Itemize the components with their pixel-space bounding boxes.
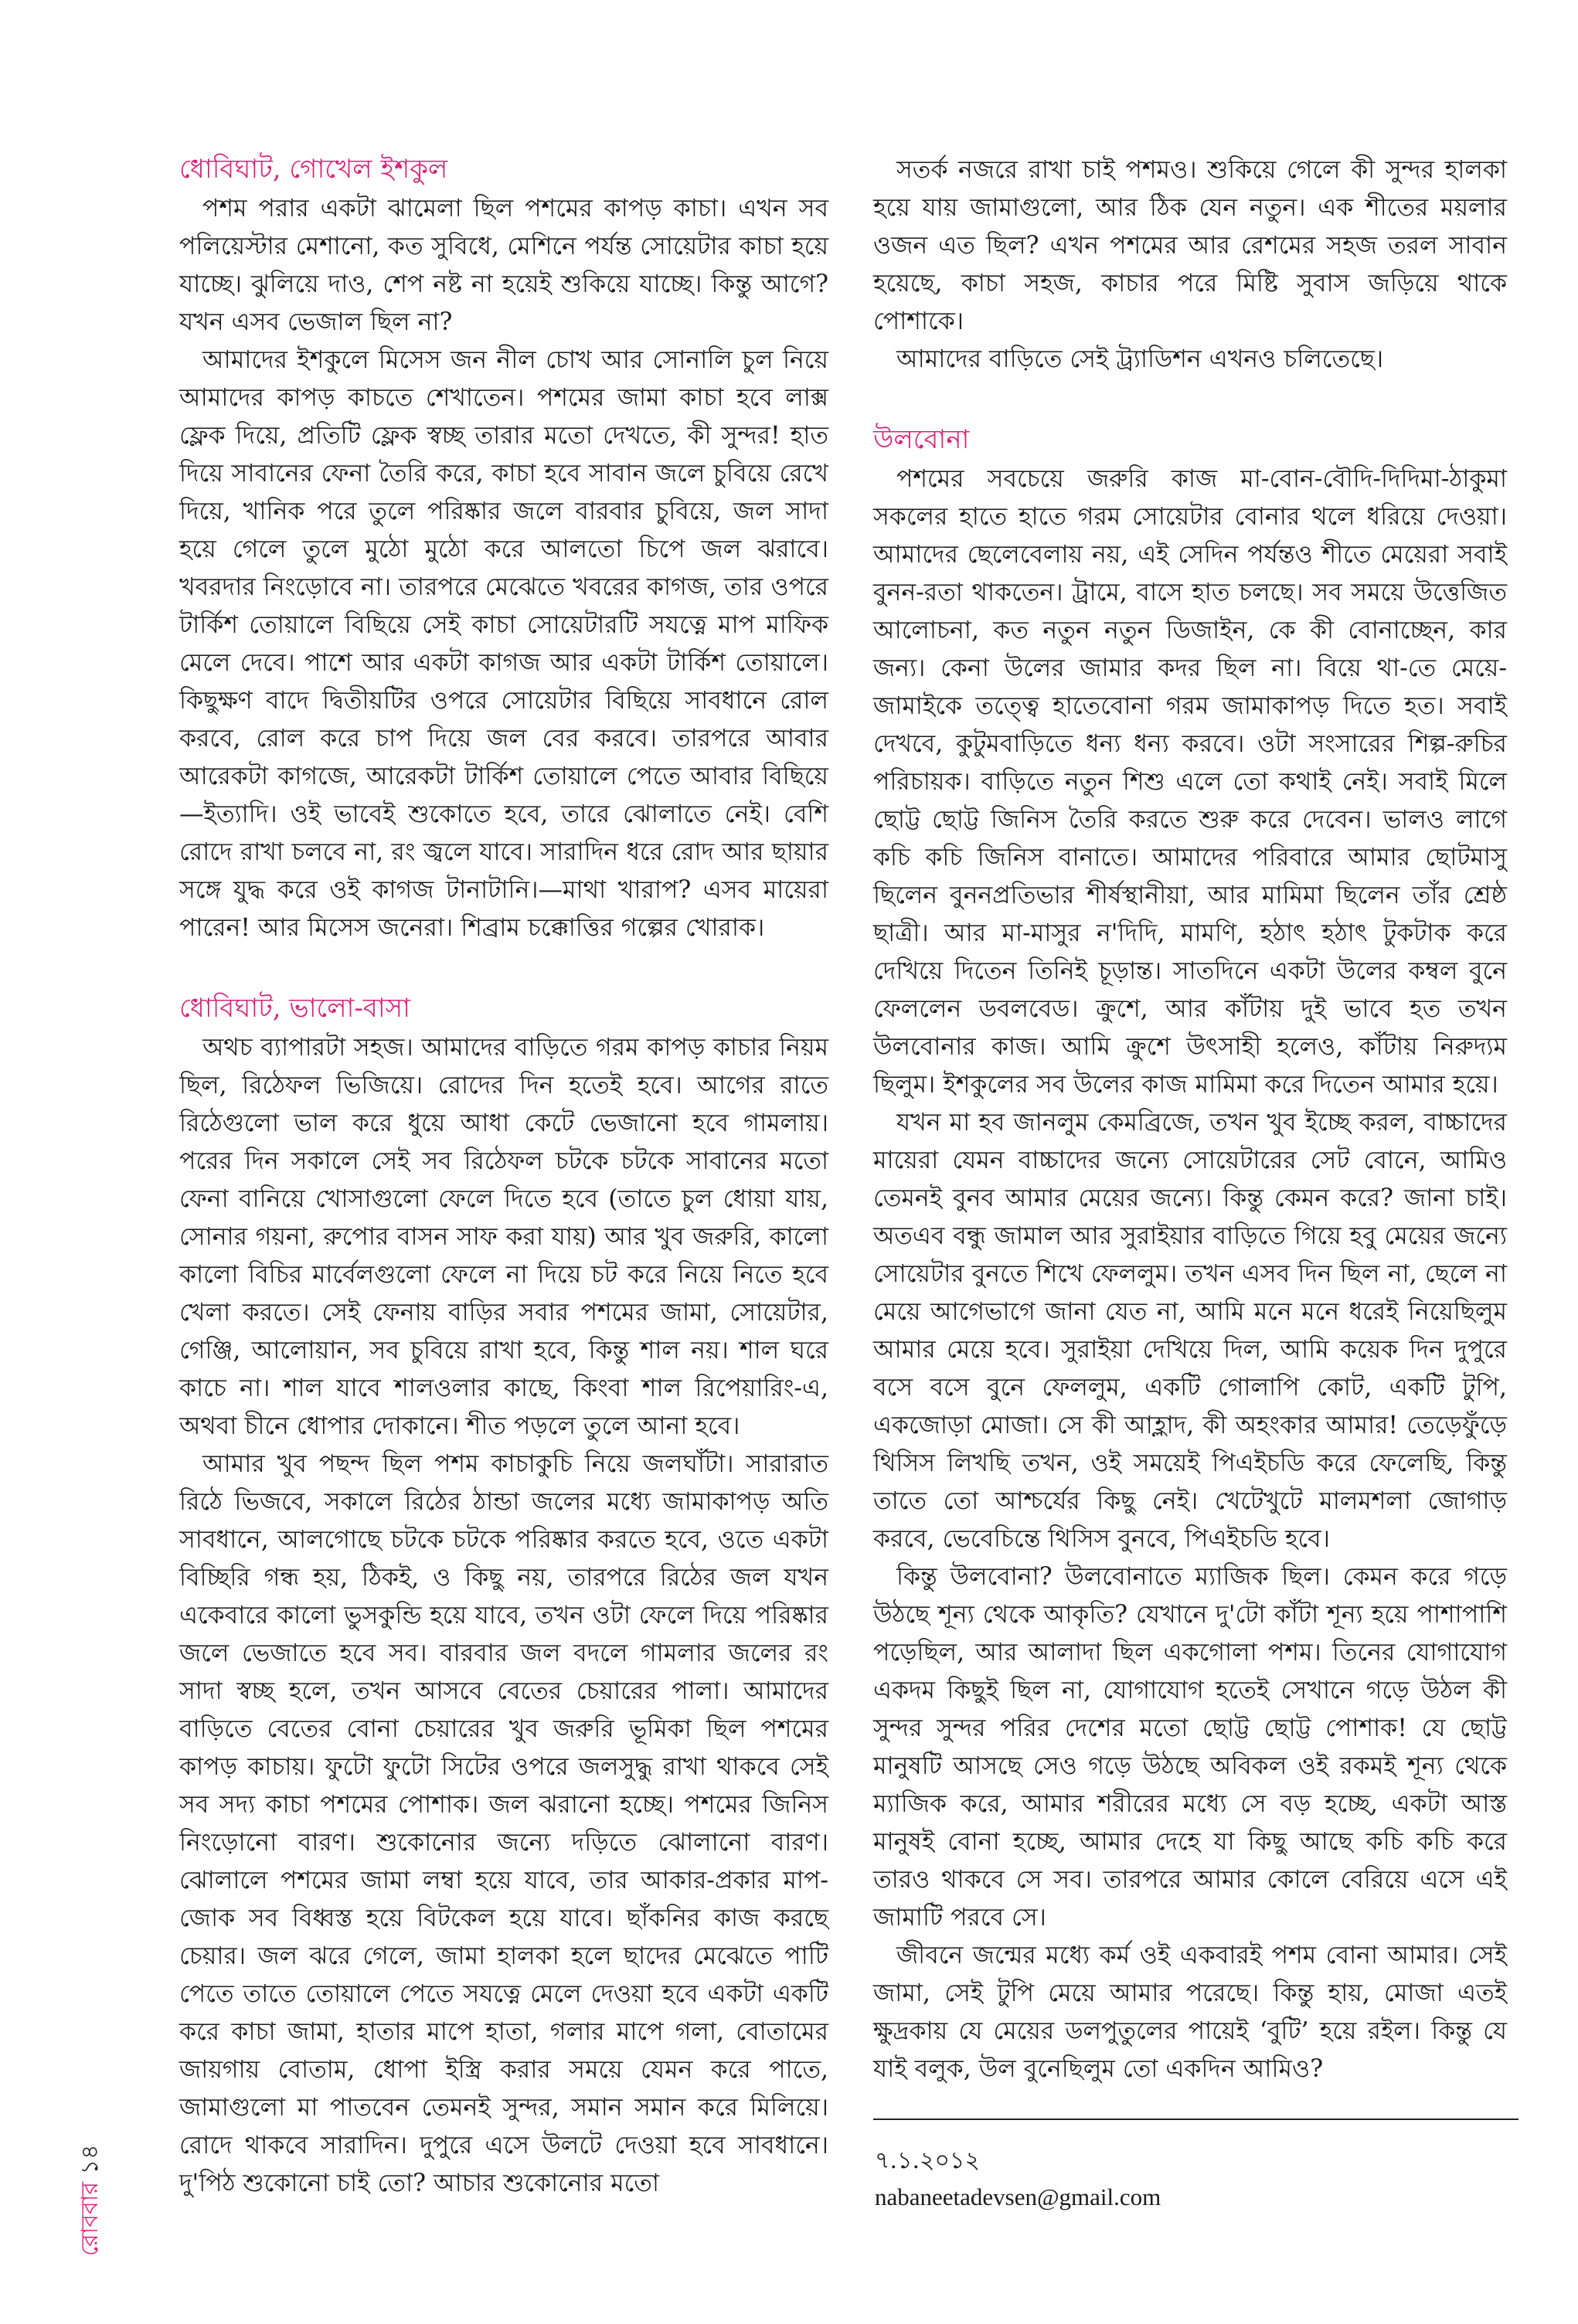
paragraph: জীবনে জন্মের মধ্যে কর্ম ওই একবারই পশম বোনা আমার। সেই জামা, সেই টুপি মেয়ে আমার পরেছে। কিন্তু হায়, মোজা এতই ক্ষুদ্রকায় যে মেয়ের ডলপুতুলের পায়েই ‘বুটি’ হয়ে রইল। কিন্তু যে যাই বলুক, উল বুনেছিলুম তো একদিন আমিও? <box>873 1942 1507 2083</box>
paragraph: পশম পরার একটা ঝামেলা ছিল পশমের কাপড় কাচা। এখন সব পলিয়েস্টার মেশানো, কত সুবিধে, মেশিনে পর্যন্ত সোয়েটার কাচা হয়ে যাচ্ছে। ঝুলিয়ে দাও, শেপ নষ্ট না হয়েই শুকিয়ে যাচ্ছে। কিন্তু আগে? যখন এসব ভেজাল ছিল না? <box>179 195 828 336</box>
paragraph: যখন মা হব জানলুম কেমব্রিজে, তখন খুব ইচ্ছে করল, বাচ্চাদের মায়েরা যেমন বাচ্চাদের জন্যে সোয়েটারের সেট বোনে, আমিও তেমনই বুনব আমার মেয়ের জন্যে। কিন্তু কেমন করে? জানা চাই। অতএব বন্ধু জামাল আর সুরাইয়ার বাড়িতে গিয়ে হবু মেয়ের জন্যে সোয়েটার বুনতে শিখে ফেললুম। তখন এসব দিন ছিল না, ছেলে না মেয়ে আগেভাগে জানা যেত না, আমি মনে মনে ধরেই নিয়েছিলুম আমার মেয়ে হবে। সুরাইয়া দেখিয়ে দিল, আমি কয়েক দিন দুপুরে বসে বসে বুনে ফেললুম, একটি গোলাপি কোট, একটি টুপি, একজোড়া মোজা। সে কী আহ্লাদ, কী অহংকার আমার! তেড়েফুঁড়ে থিসিস লিখছি তখন, ওই সময়েই পিএইচডি করে ফেলেছি, কিন্তু তাতে তো আশ্চর্যের কিছু নেই। খেটেখুটে মালমশলা জোগাড় করবে, ভেবেচিন্তে থিসিস বুনবে, পিএইচডি হবে। <box>873 1109 1507 1553</box>
author-email[interactable]: nabaneetadevsen@gmail.com <box>875 2183 1161 2210</box>
page-number: ১৪ <box>77 2144 104 2175</box>
paragraph: পশমের সবচেয়ে জরুরি কাজ মা-বোন-বৌদি-দিদিমা-ঠাকুমা সকলের হাতে হাতে গরম সোয়েটার বোনার থলে ধরিয়ে দেওয়া। আমাদের ছেলেবেলায় নয়, এই সেদিন পর্যন্তও শীতে মেয়েরা সবাই বুনন-রতা থাকতেন। ট্রামে, বাসে হাত চলছে। সব সময়ে উত্তেজিত আলোচনা, কত নতুন নতুন ডিজাইন, কে কী বোনাচ্ছেন, কার জন্য। কেনা উলের জামার কদর ছিল না। বিয়ে থা-তে মেয়ে-জামাইকে তত্ত্বে হাতেবোনা গরম জামাকাপড় দিতে হত। সবাই দেখবে, কুটুমবাড়িতে ধন্য ধন্য করবে। ওটা সংসারের শিল্প-রুচির পরিচায়ক। বাড়িতে নতুন শিশু এলে তো কথাই নেই। সবাই মিলে ছোট্ট ছোট্ট জিনিস তৈরি করতে শুরু করে দেবেন। ভালও লাগে কচি কচি জিনিস বানাতে। আমাদের পরিবারে আমার ছোটমাসু ছিলেন বুননপ্রতিভার শীর্ষস্থানীয়া, আর মামিমা ছিলেন তাঁর শ্রেষ্ঠ ছাত্রী। আর মা-মাসুর ন'দিদি, মামণি, হঠাৎ হঠাৎ টুকটাক করে দেখিয়ে দিতেন তিনিই চূড়ান্ত। সাতদিনে একটা উলের কম্বল বুনে ফেললেন ডবলবেড। ক্রুশে, আর কাঁটায় দুই ভাবে হত তখন উলবোনার কাজ। আমি ক্রুশে উৎসাহী হলেও, কাঁটায় নিরুদ্যম ছিলুম। ইশকুলের সব উলের কাজ মামিমা করে দিতেন আমার হয়ে। <box>873 465 1507 1099</box>
paragraph: আমার খুব পছন্দ ছিল পশম কাচাকুচি নিয়ে জলঘাঁটা। সারারাত রিঠে ভিজবে, সকালে রিঠের ঠান্ডা জলের মধ্যে জামাকাপড় অতি সাবধানে, আলগোছে চটকে চটকে পরিষ্কার করতে হবে, ওতে একটা বিচ্ছিরি গন্ধ হয়, ঠিকই, ও কিছু নয়, তারপরে রিঠের জল যখন একেবারে কালো ভুসকুন্ডি হয়ে যাবে, তখন ওটা ফেলে দিয়ে পরিষ্কার জলে ভেজাতে হবে সব। বারবার জল বদলে গামলার জলের রং সাদা স্বচ্ছ হলে, তখন আসবে বেতের চেয়ারের পালা। আমাদের বাড়িতে বেতের বোনা চেয়ারের খুব জরুরি ভূমিকা ছিল পশমের কাপড় কাচায়। ফুটো ফুটো সিটের ওপরে জলসুদ্ধু রাখা থাকবে সেই সব সদ্য কাচা পশমের পোশাক। জল ঝরানো হচ্ছে। পশমের জিনিস নিংড়োনো বারণ। শুকোনোর জন্যে দড়িতে ঝোলানো বারণ। ঝোলালে পশমের জামা লম্বা হয়ে যাবে, তার আকার-প্রকার মাপ-জোক সব বিধ্বস্ত হয়ে বিটকেল হয়ে যাবে। ছাঁকনির কাজ করছে চেয়ার। জল ঝরে গেলে, জামা হালকা হলে ছাদের মেঝেতে পাটি পেতে তাতে তোয়ালে পেতে সযত্নে মেলে দেওয়া হবে একটা একটি করে কাচা জামা, হাতার মাপে হাতা, গলার মাপে গলা, বোতামের জায়গায় বোতাম, ধোপা ইস্ত্রি করার সময়ে যেমন করে পাতে, জামাগুলো মা পাতবেন তেমনই সুন্দর, সমান সমান করে মিলিয়ে। রোদে থাকবে সারাদিন। দুপুরে এসে উলটে দেওয়া হবে সাবধানে। দু'পিঠ শুকোনো চাই তো? আচার শুকোনোর মতো <box>179 1450 828 2197</box>
left-column <box>179 151 828 2203</box>
paragraph: কিন্তু উলবোনা? উলবোনাতে ম্যাজিক ছিল। কেমন করে গড়ে উঠছে শূন্য থেকে আকৃতি? যেখানে দু'টো কাঁটা শূন্য হয়ে পাশাপাশি পড়েছিল, আর আলাদা ছিল একগোলা পশম। তিনের যোগাযোগ একদম কিছুই ছিল না, যোগাযোগ হতেই সেখানে গড়ে উঠল কী সুন্দর সুন্দর পরির দেশের মতো ছোট্ট ছোট্ট পোশাক! যে ছোট্ট মানুষটি আসছে সেও গড়ে উঠছে অবিকল ওই রকমই শূন্য থেকে ম্যাজিক করে, আমার শরীরের মধ্যে সে বড় হচ্ছে, একটা আস্ত মানুষই বোনা হচ্ছে, আমার দেহে যা কিছু আছে কচি কচি করে তারও থাকবে সে সব। তারপরে আমার কোলে বেরিয়ে এসে এই জামাটি পরবে সে। <box>873 1563 1507 1932</box>
section-heading-dhobighat-bhalobasa: ধোবিঘাট, ভালো-বাসা <box>179 993 411 1024</box>
section-gap <box>873 379 1507 422</box>
section-heading-ulbona: উলবোনা <box>873 424 970 455</box>
paragraph: আমাদের ইশকুলে মিসেস জন নীল চোখ আর সোনালি চুল নিয়ে আমাদের কাপড় কাচতে শেখাতেন। পশমের জামা কাচা হবে লাক্স ফ্লেক দিয়ে, প্রতিটি ফ্লেক স্বচ্ছ তারার মতো দেখতে, কী সুন্দর! হাত দিয়ে সাবানের ফেনা তৈরি করে, কাচা হবে সাবান জলে চুবিয়ে রেখে দিয়ে, খানিক পরে তুলে পরিষ্কার জলে বারবার চুবিয়ে, জল সাদা হয়ে গেলে তুলে মুঠো মুঠো করে আলতো চিপে জল ঝরাবে। খবরদার নিংড়োবে না। তারপরে মেঝেতে খবরের কাগজ, তার ওপরে টার্কিশ তোয়ালে বিছিয়ে সেই কাচা সোয়েটারটি সযত্নে মাপ মাফিক মেলে দেবে। পাশে আর একটা কাগজ আর একটা টার্কিশ তোয়ালে। কিছুক্ষণ বাদে দ্বিতীয়টির ওপরে সোয়েটার বিছিয়ে সাবধানে রোল করবে, রোল করে চাপ দিয়ে জল বের করবে। তারপরে আবার আরেকটা কাগজে, আরেকটা টার্কিশ তোয়ালে পেতে আবার বিছিয়ে—ইত্যাদি। ওই ভাবেই শুকোতে হবে, তারে ঝোলাতে নেই। বেশি রোদে রাখা চলবে না, রং জ্বলে যাবে। সারাদিন ধরে রোদ আর ছায়ার সঙ্গে যুদ্ধ করে ওই কাগজ টানাটানি।—মাথা খারাপ? এসব মায়েরা পারেন! আর মিসেস জনেরা। শিব্রাম চক্কোত্তির গল্পের খোরাক। <box>179 346 828 942</box>
magazine-name: রোববার <box>77 2182 104 2256</box>
paragraph: আমাদের বাড়িতে সেই ট্র্যাডিশন এখনও চলিতেছে। <box>896 345 1384 373</box>
article-date: ৭.১.২০১২ <box>875 2147 981 2174</box>
page-folio <box>71 1978 105 2256</box>
paragraph-continuation: সতর্ক নজরে রাখা চাই পশমও। শুকিয়ে গেলে কী সুন্দর হালকা হয়ে যায় জামাগুলো, আর ঠিক যেন নতুন। এক শীতের ময়লার ওজন এত ছিল? এখন পশমের আর রেশমের সহজ তরল সাবান হয়েছে, কাচা সহজ, কাচার পরে মিষ্টি সুবাস জড়িয়ে থাকে পোশাকে। <box>873 156 1507 335</box>
paragraph: অথচ ব্যাপারটা সহজ। আমাদের বাড়িতে গরম কাপড় কাচার নিয়ম ছিল, রিঠেফল ভিজিয়ে। রোদের দিন হতেই হবে। আগের রাতে রিঠেগুলো ভাল করে ধুয়ে আধা কেটে ভেজানো হবে গামলায়। পরের দিন সকালে সেই সব রিঠেফল চটকে চটকে সাবানের মতো ফেনা বানিয়ে খোসাগুলো ফেলে দিতে হবে (তাতে চুল ধোয়া যায়, সোনার গয়না, রুপোর বাসন সাফ করা যায়) আর খুব জরুরি, কালো কালো বিচির মার্বেলগুলো ফেলে না দিয়ে চট করে নিয়ে নিতে হবে খেলা করতে। সেই ফেনায় বাড়ির সবার পশমের জামা, সোয়েটার, গেঞ্জি, আলোয়ান, সব চুবিয়ে রাখা হবে, কিন্তু শাল নয়। শাল ঘরে কাচে না। শাল যাবে শালওলার কাছে, কিংবা শাল রিপেয়ারিং-এ, অথবা চীনে ধোপার দোকানে। শীত পড়লে তুলে আনা হবে। <box>179 1034 828 1440</box>
footer-divider <box>873 2118 1518 2120</box>
section-heading-dhobighat-gokhale: ধোবিঘাট, গোখেল ইশকুল <box>179 154 448 185</box>
section-gap <box>179 947 828 990</box>
right-column <box>873 151 1507 2088</box>
